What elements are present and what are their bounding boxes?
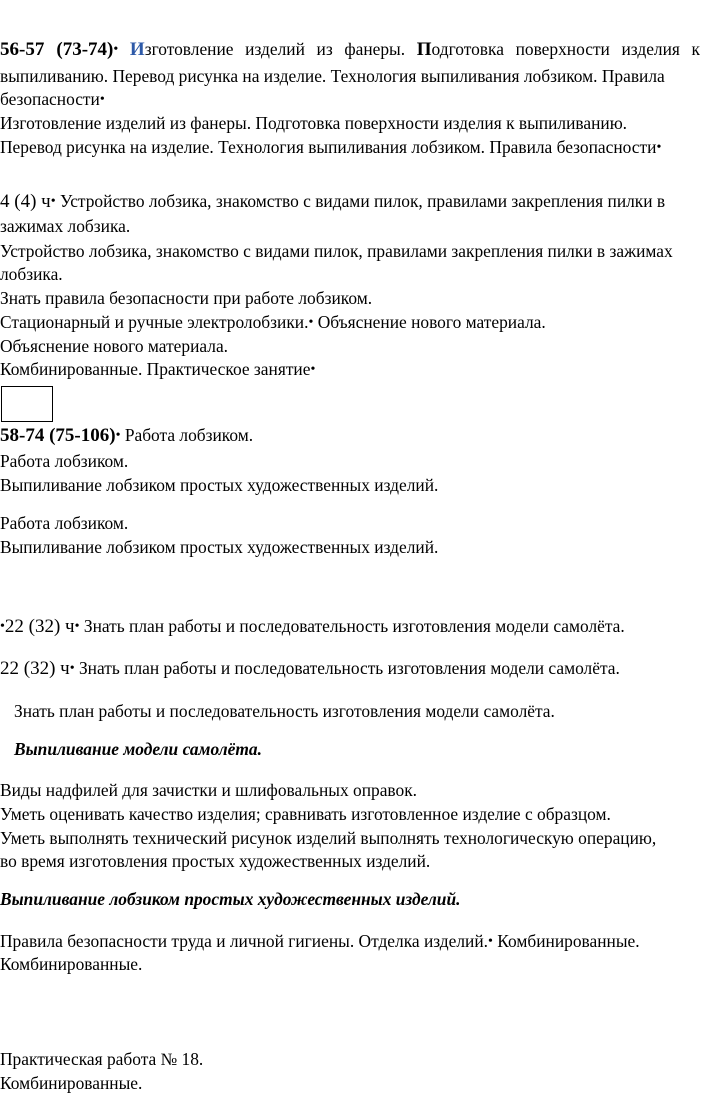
text-line — [0, 358, 315, 383]
lesson-number: 56-57 (73-74) — [0, 39, 114, 60]
text-line: Виды надфилей для зачистки и шлифовальных оправок. — [0, 780, 418, 800]
text-line: Практическая работа № 18. — [0, 1049, 204, 1069]
hours-line — [0, 615, 625, 640]
text-line: Работа лобзиком. — [0, 451, 129, 471]
italic-heading: Выпиливание лобзиком простых художественных изделий. — [0, 889, 461, 909]
lesson-56-57-title — [0, 38, 700, 63]
text: Комбинированные. Практическое занятие — [0, 359, 311, 379]
text-line: Комбинированные. — [0, 1073, 143, 1093]
bullet-icon: • — [308, 315, 314, 330]
text: Знать план работы и последовательность изготовления модели самолёта. — [79, 616, 625, 636]
bullet-icon: • — [115, 428, 121, 443]
drop-letter: И — [129, 39, 145, 60]
text-line: выпиливанию. Перевод рисунка на изделие. Технология выпиливания лобзиком. Правила — [0, 66, 665, 86]
hours: 22 (32) ч — [0, 658, 70, 679]
text-line: Устройство лобзика, знакомство с видами пилок, правилами закрепления пилки в зажимах — [0, 241, 673, 261]
text-line: Уметь выполнять технический рисунок изделий выполнять технологическую операцию, — [0, 828, 657, 848]
text: Работа лобзиком. — [120, 425, 254, 445]
text-line: Знать план работы и последовательность изготовления модели самолёта. — [14, 701, 555, 721]
text-line — [0, 88, 105, 113]
lesson-58-74-title — [0, 424, 253, 449]
bullet-icon: • — [488, 934, 493, 949]
text-line: Комбинированные. — [0, 954, 143, 974]
hours: 22 (32) ч — [4, 616, 75, 637]
text-line: зажимах лобзика. — [0, 216, 131, 236]
bullet-icon: • — [113, 42, 119, 57]
title-text: зготовление изделий из фанеры. — [144, 39, 417, 59]
empty-cell-box — [1, 386, 53, 422]
text: Правила безопасности труда и личной гигиены. Отделка изделий. — [0, 931, 489, 951]
title-text-2: одготовка поверхности изделия к — [431, 39, 701, 59]
text: Перевод рисунка на изделие. Технология выпиливания лобзиком. Правила безопасности — [0, 137, 657, 157]
bullet-icon: • — [74, 619, 80, 634]
text-line: Работа лобзиком. — [0, 513, 129, 533]
text-line — [0, 930, 640, 955]
bullet-icon: • — [310, 362, 316, 377]
text: безопасности — [0, 89, 100, 109]
text-line — [0, 311, 546, 336]
text-line: во время изготовления простых художественных изделий. — [0, 851, 431, 871]
text-line: лобзика. — [0, 264, 63, 284]
hours-line — [0, 657, 620, 682]
italic-heading: Выпиливание модели самолёта. — [14, 739, 262, 759]
text: Стационарный и ручные электролобзики. — [0, 312, 309, 332]
text-line: Уметь оценивать качество изделия; сравнивать изготовленное изделие с образцом. — [0, 804, 611, 824]
text: Знать план работы и последовательность изготовления модели самолёта. — [74, 658, 620, 678]
text-line: Знать правила безопасности при работе лобзиком. — [0, 288, 373, 308]
lesson-number: 58-74 (75-106) — [0, 425, 116, 446]
text: Устройство лобзика, знакомство с видами пилок, правилами закрепления пилки в — [55, 191, 666, 211]
text-line: Объяснение нового материала. — [0, 336, 229, 356]
bullet-icon: • — [50, 194, 56, 209]
text-line — [0, 136, 661, 161]
bullet-icon: • — [656, 140, 662, 155]
text-line: Выпиливание лобзиком простых художественных изделий. — [0, 475, 439, 495]
bullet-icon: • — [0, 619, 5, 634]
text-line: Изготовление изделий из фанеры. Подготовка поверхности изделия к выпиливанию. — [0, 113, 628, 133]
bullet-icon: • — [69, 661, 75, 676]
hours-heading — [0, 190, 665, 215]
bullet-icon: • — [99, 92, 105, 107]
text-line: Выпиливание лобзиком простых художественных изделий. — [0, 537, 439, 557]
drop-letter-2: П — [416, 39, 432, 60]
text: Объяснение нового материала. — [313, 312, 546, 332]
text: Комбинированные. — [492, 931, 640, 951]
hours: 4 (4) ч — [0, 191, 51, 212]
